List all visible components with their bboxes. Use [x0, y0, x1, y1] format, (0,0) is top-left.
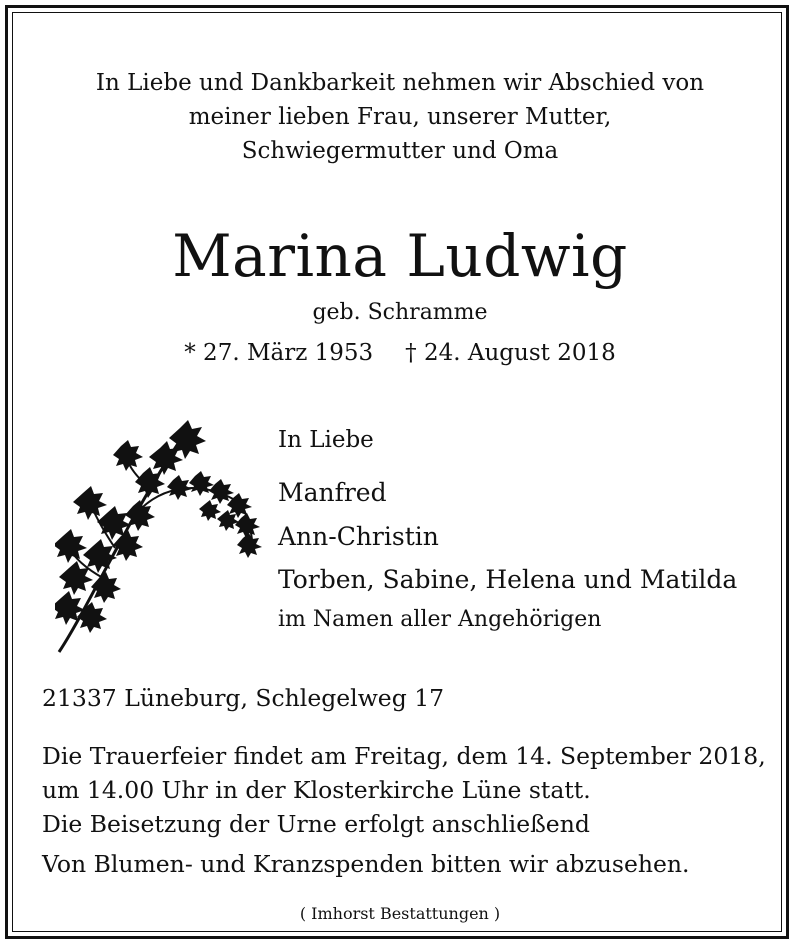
funeral-home-credit: ( Imhorst Bestattungen ): [299, 904, 501, 923]
on-behalf-line: im Namen aller Angehörigen: [278, 607, 602, 632]
mourner-name-2: Ann-Christin: [278, 522, 439, 551]
intro-line-1: In Liebe und Dankbarkeit nehmen wir Abschied von: [95, 70, 705, 96]
maiden-name: geb. Schramme: [312, 300, 488, 325]
intro-line-3: Schwiegermutter und Oma: [241, 138, 559, 164]
deceased-name: Marina Ludwig: [172, 222, 628, 290]
mourner-name-3: Torben, Sabine, Helena und Matilda: [278, 565, 738, 594]
ceremony-line-1: Die Trauerfeier findet am Freitag, dem 14. September 2018,: [42, 742, 766, 770]
life-dates: [0, 340, 800, 366]
ceremony-line-3: Die Beisetzung der Urne erfolgt anschließend: [42, 810, 590, 838]
intro-line-2: meiner lieben Frau, unserer Mutter,: [188, 104, 612, 130]
in-love-line: In Liebe: [278, 427, 374, 453]
leaf-branch-icon: [55, 418, 265, 658]
death-date: † 24. August 2018: [405, 340, 616, 366]
flowers-note: Von Blumen- und Kranzspenden bitten wir abzusehen.: [42, 850, 690, 878]
mourner-name-1: Manfred: [278, 478, 387, 507]
address-line: 21337 Lüneburg, Schlegelweg 17: [42, 684, 445, 712]
birth-date: * 27. März 1953: [184, 340, 374, 366]
ceremony-line-2: um 14.00 Uhr in der Klosterkirche Lüne statt.: [42, 776, 591, 804]
